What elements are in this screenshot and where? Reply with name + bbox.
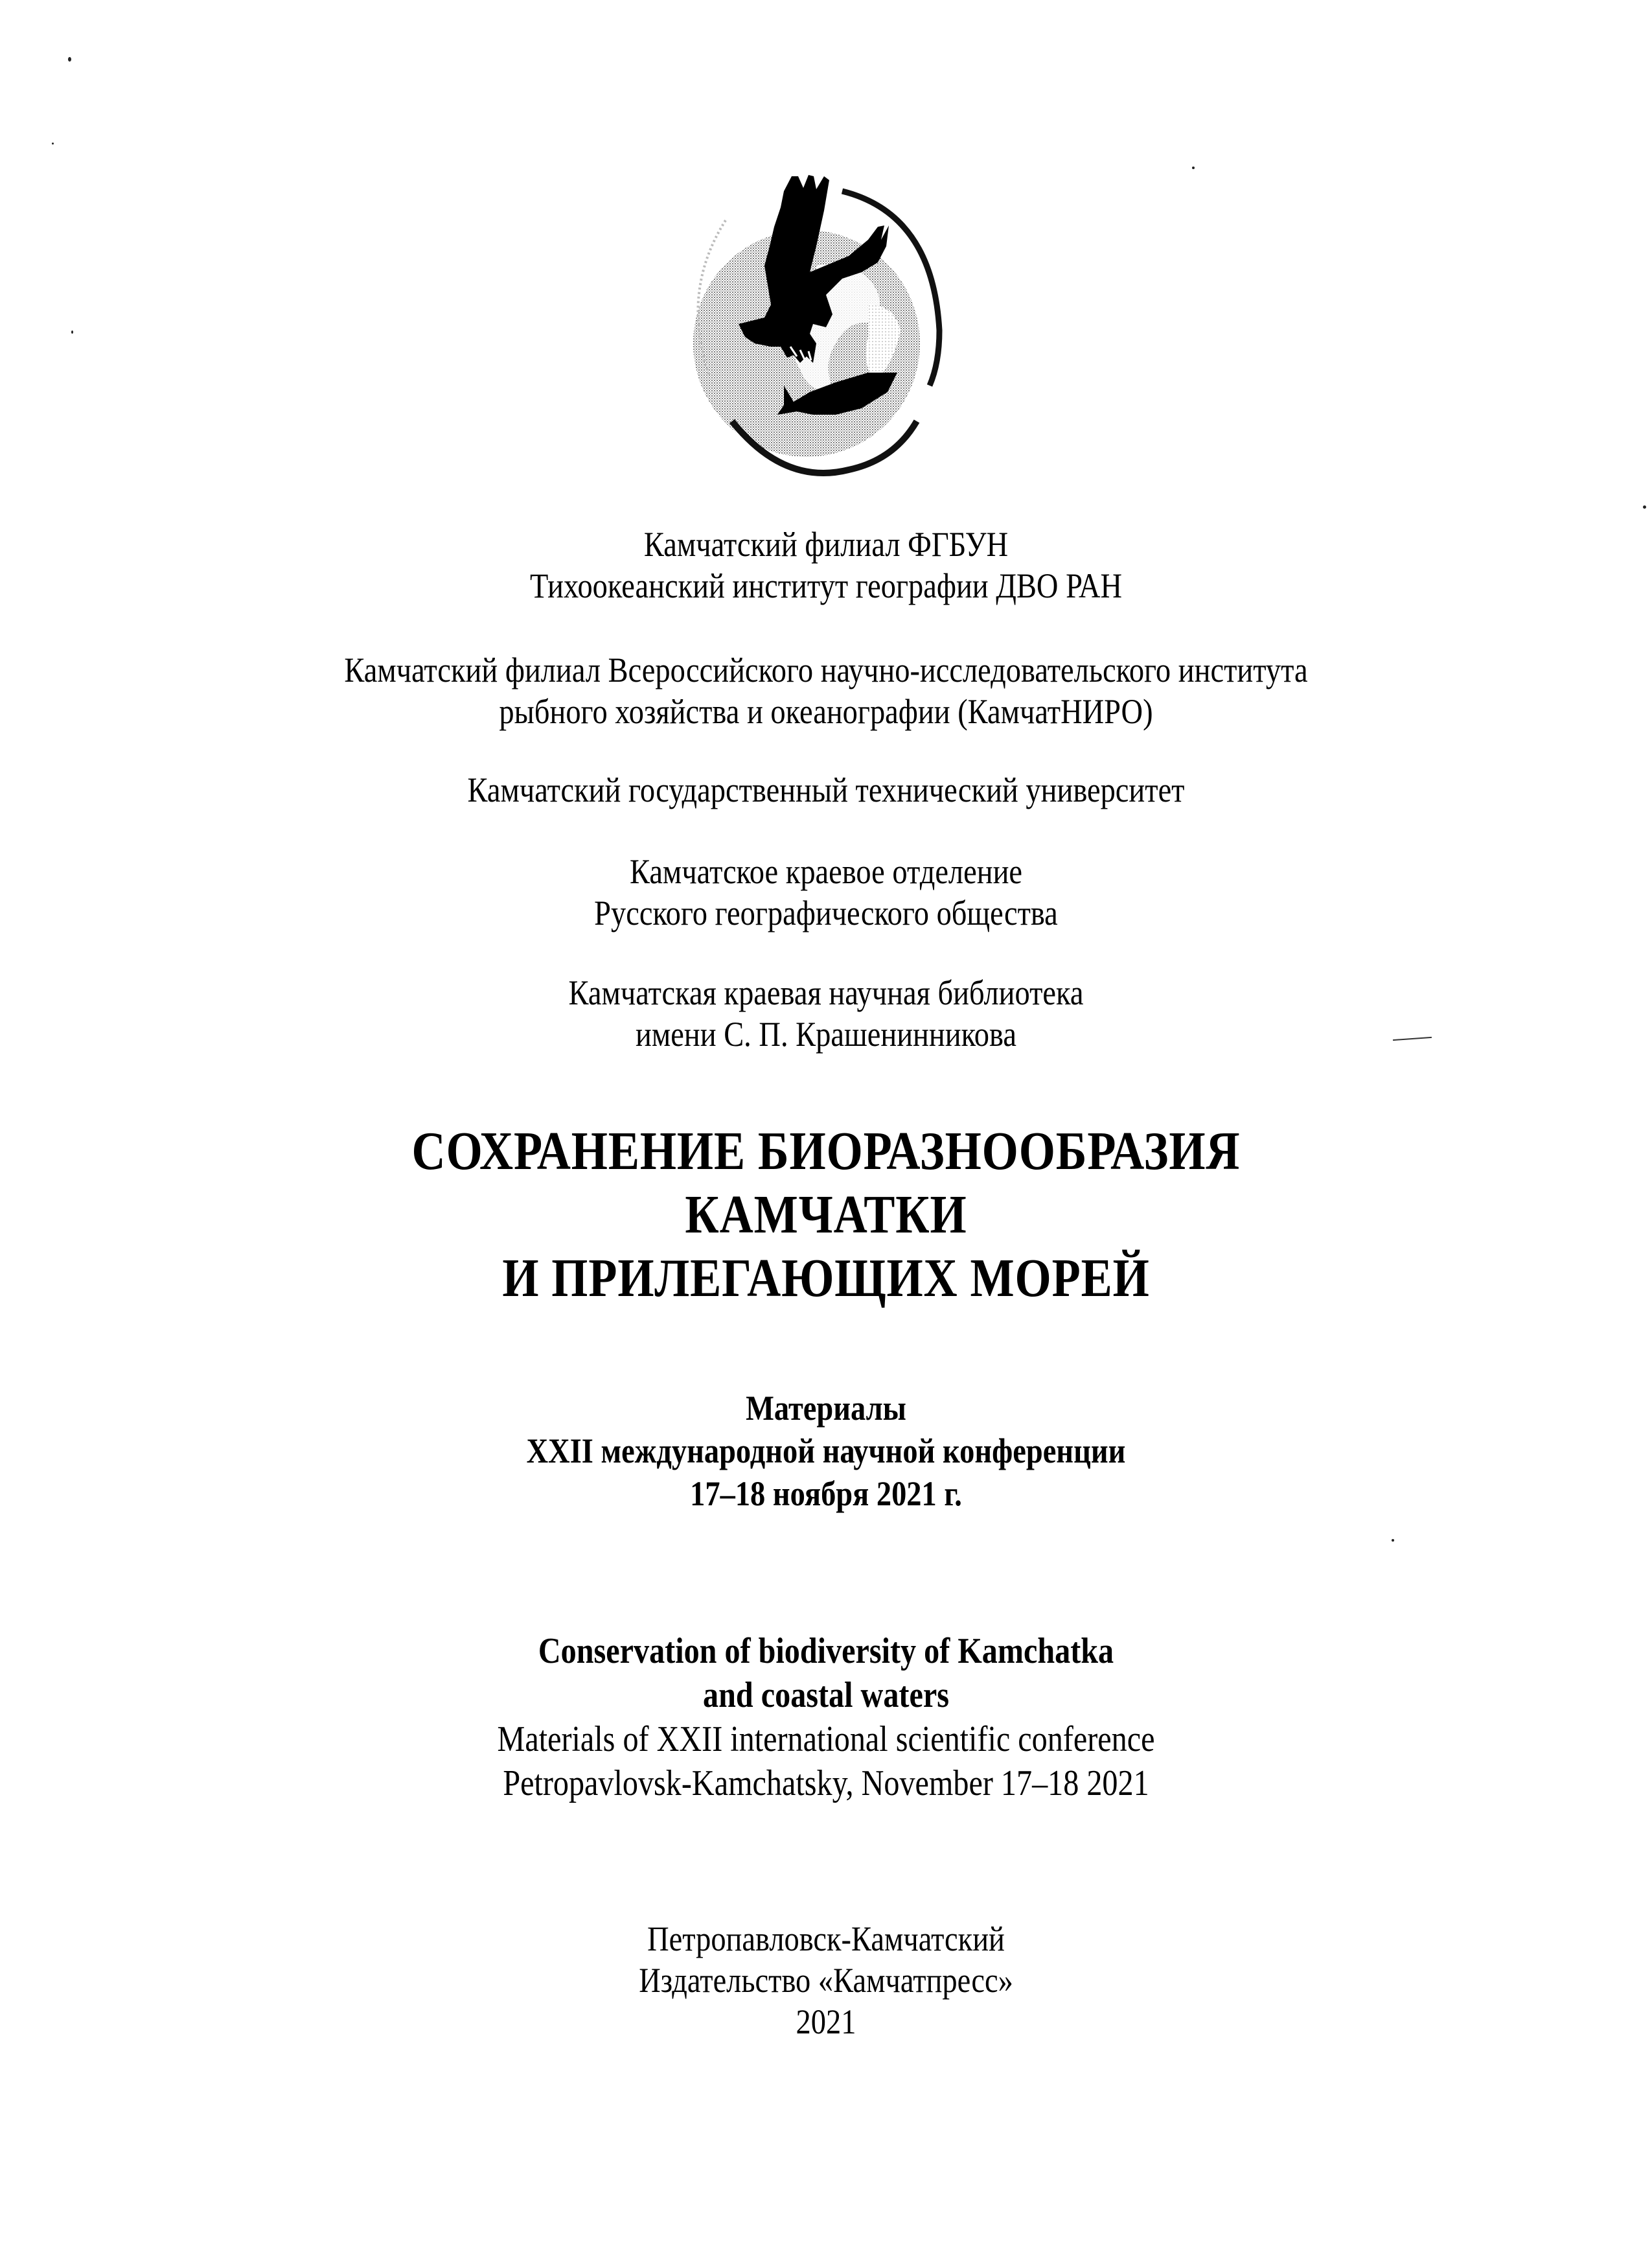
scan-speck bbox=[52, 143, 54, 145]
scan-speck bbox=[1643, 505, 1646, 509]
scan-speck bbox=[68, 57, 71, 62]
organization-line: рыбного хозяйства и океанографии (КамчатНИРО) bbox=[499, 692, 1153, 731]
publisher-city: Петропавловск-Камчатский bbox=[647, 1919, 1005, 1958]
title-line: КАМЧАТКИ bbox=[685, 1185, 967, 1245]
organization-line: Камчатский государственный технический университет bbox=[467, 770, 1185, 809]
organization-line: Камчатское краевое отделение bbox=[629, 852, 1023, 891]
subtitle-line: XXII международной научной конференции bbox=[526, 1431, 1126, 1470]
subtitle-en-line: Materials of XXII international scientific conference bbox=[497, 1719, 1155, 1759]
organization-line: Тихоокеанский институт географии ДВО РАН bbox=[529, 566, 1123, 605]
subtitle-line: 17–18 ноября 2021 г. bbox=[690, 1474, 962, 1513]
scan-speck bbox=[1392, 1539, 1394, 1542]
organization-block-3 bbox=[116, 769, 1537, 811]
title-en-line: Conservation of biodiversity of Kamchatka bbox=[538, 1631, 1114, 1671]
organization-line: Камчатский филиал ФГБУН bbox=[643, 525, 1009, 564]
organization-block-2 bbox=[116, 649, 1537, 732]
title-line: СОХРАНЕНИЕ БИОРАЗНООБРАЗИЯ bbox=[411, 1121, 1241, 1181]
main-title-ru bbox=[116, 1120, 1537, 1310]
title-line: И ПРИЛЕГАЮЩИХ МОРЕЙ bbox=[502, 1248, 1150, 1308]
organization-block-4 bbox=[116, 851, 1537, 934]
publication-year: 2021 bbox=[796, 2002, 856, 2041]
title-en-line: and coastal waters bbox=[703, 1675, 949, 1715]
organization-line: Русского географического общества bbox=[594, 894, 1058, 932]
organization-block-5 bbox=[116, 972, 1537, 1055]
subtitle-ru bbox=[116, 1387, 1537, 1515]
publisher-name: Издательство «Камчатпресс» bbox=[639, 1961, 1013, 2000]
title-en bbox=[116, 1629, 1537, 1805]
subtitle-en-line: Petropavlovsk-Kamchatsky, November 17–18 2021 bbox=[503, 1763, 1149, 1803]
organization-line: Камчатская краевая научная библиотека bbox=[568, 973, 1084, 1012]
organization-line: имени С. П. Крашенинникова bbox=[636, 1015, 1016, 1054]
publisher-block bbox=[116, 1918, 1537, 2043]
scan-speck bbox=[1192, 167, 1195, 169]
eagle-salmon-logo-icon bbox=[654, 149, 959, 486]
scan-speck bbox=[71, 330, 73, 334]
organization-line: Камчатский филиал Всероссийского научно-исследовательского института bbox=[344, 651, 1308, 689]
organization-block-1 bbox=[116, 524, 1537, 607]
subtitle-line: Материалы bbox=[746, 1389, 906, 1428]
